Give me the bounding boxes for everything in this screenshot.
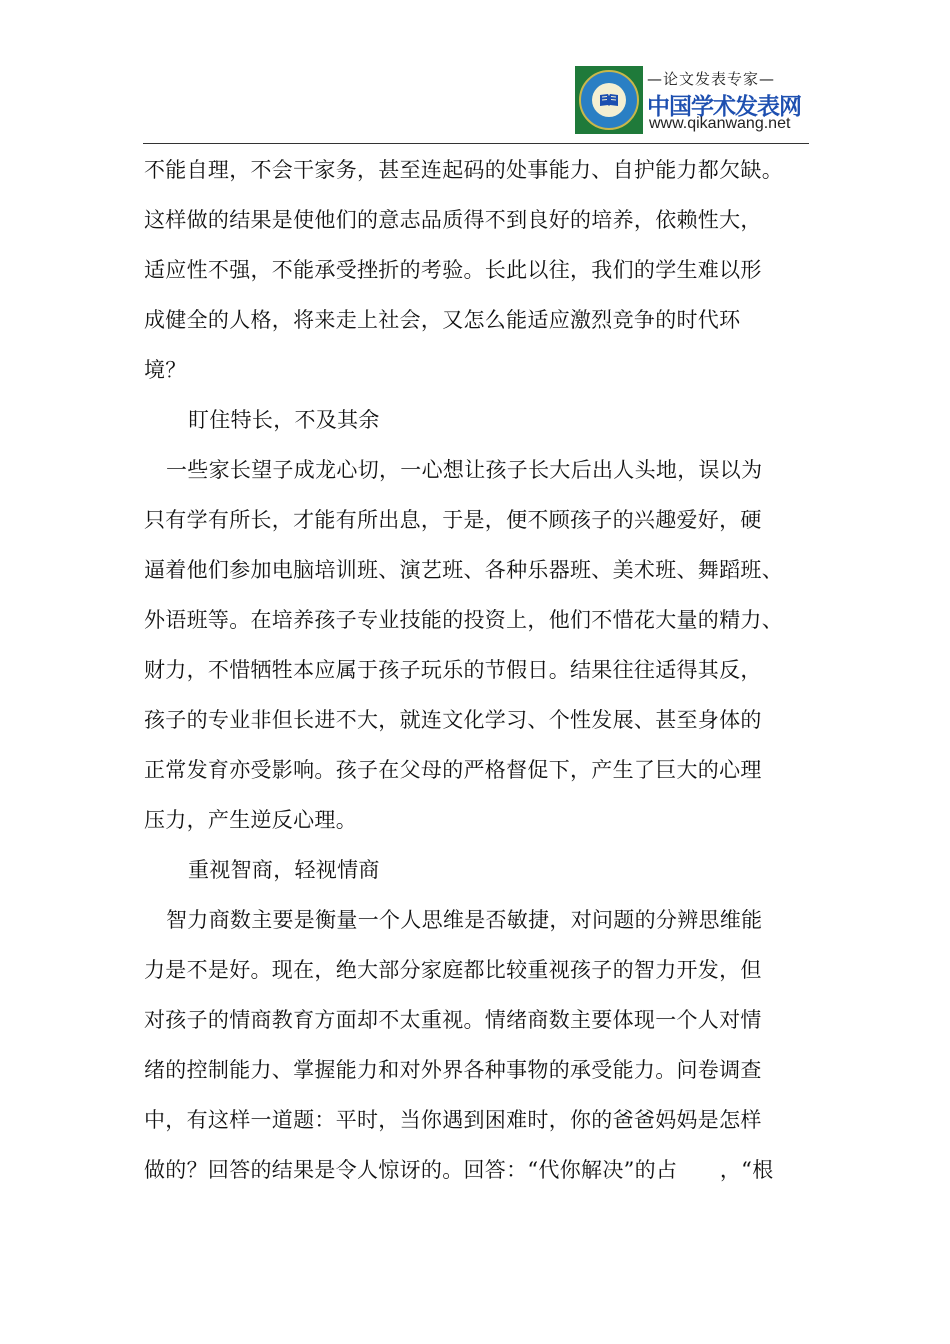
text-line: 正常发育亦受影响。孩子在父母的严格督促下，产生了巨大的心理 xyxy=(144,758,762,782)
logo-text xyxy=(643,66,809,134)
text-line: 一些家长望子成龙心切，一心想让孩子长大后出人头地，误以为 xyxy=(166,458,763,482)
text-line: 对孩子的情商教育方面却不太重视。情绪商数主要体现一个人对情 xyxy=(144,1008,762,1032)
text-line: 逼着他们参加电脑培训班、演艺班、各种乐器班、美术班、舞蹈班、 xyxy=(144,558,783,582)
document-body xyxy=(144,145,804,1195)
text-line: 智力商数主要是衡量一个人思维是否敏捷，对问题的分辨思维能 xyxy=(166,908,763,932)
text-line: 财力，不惜牺牲本应属于孩子玩乐的节假日。结果往往适得其反， xyxy=(144,658,762,682)
logo-site-name: 中国学术发表网 xyxy=(647,94,801,120)
text-line: 做的？回答的结果是令人惊讶的。回答：“代你解决”的占 ，“根 xyxy=(144,1158,774,1182)
site-logo xyxy=(575,66,809,134)
text-line: 这样做的结果是使他们的意志品质得不到良好的培养，依赖性大， xyxy=(144,208,762,232)
text-line: 中，有这样一道题：平时，当你遇到困难时，你的爸爸妈妈是怎样 xyxy=(144,1108,762,1132)
text-line: 外语班等。在培养孩子专业技能的投资上，他们不惜花大量的精力、 xyxy=(144,608,783,632)
seal-inner xyxy=(592,83,626,117)
text-line: 适应性不强，不能承受挫折的考验。长此以往，我们的学生难以形 xyxy=(144,258,762,282)
text-line: 压力，产生逆反心理。 xyxy=(144,808,357,832)
logo-url: www.qikanwang.net xyxy=(649,115,791,132)
text-line: 孩子的专业非但长进不大，就连文化学习、个性发展、甚至身体的 xyxy=(144,708,762,732)
section-heading: 重视智商，轻视情商 xyxy=(188,858,380,882)
seal-emblem xyxy=(575,66,643,134)
logo-slogan: —论文发表专家— xyxy=(647,70,776,88)
text-line: 境？ xyxy=(144,358,187,382)
text-line: 不能自理，不会干家务，甚至连起码的处事能力、自护能力都欠缺。 xyxy=(144,158,783,182)
header-divider xyxy=(143,143,809,144)
text-line: 绪的控制能力、掌握能力和对外界各种事物的承受能力。问卷调查 xyxy=(144,1058,762,1082)
text-line: 力是不是好。现在，绝大部分家庭都比较重视孩子的智力开发，但 xyxy=(144,958,762,982)
section-heading: 盯住特长，不及其余 xyxy=(188,408,380,432)
text-line: 只有学有所长，才能有所出息，于是，便不顾孩子的兴趣爱好，硬 xyxy=(144,508,762,532)
book-icon xyxy=(599,93,619,107)
text-line: 成健全的人格，将来走上社会，又怎么能适应激烈竞争的时代环 xyxy=(144,308,741,332)
